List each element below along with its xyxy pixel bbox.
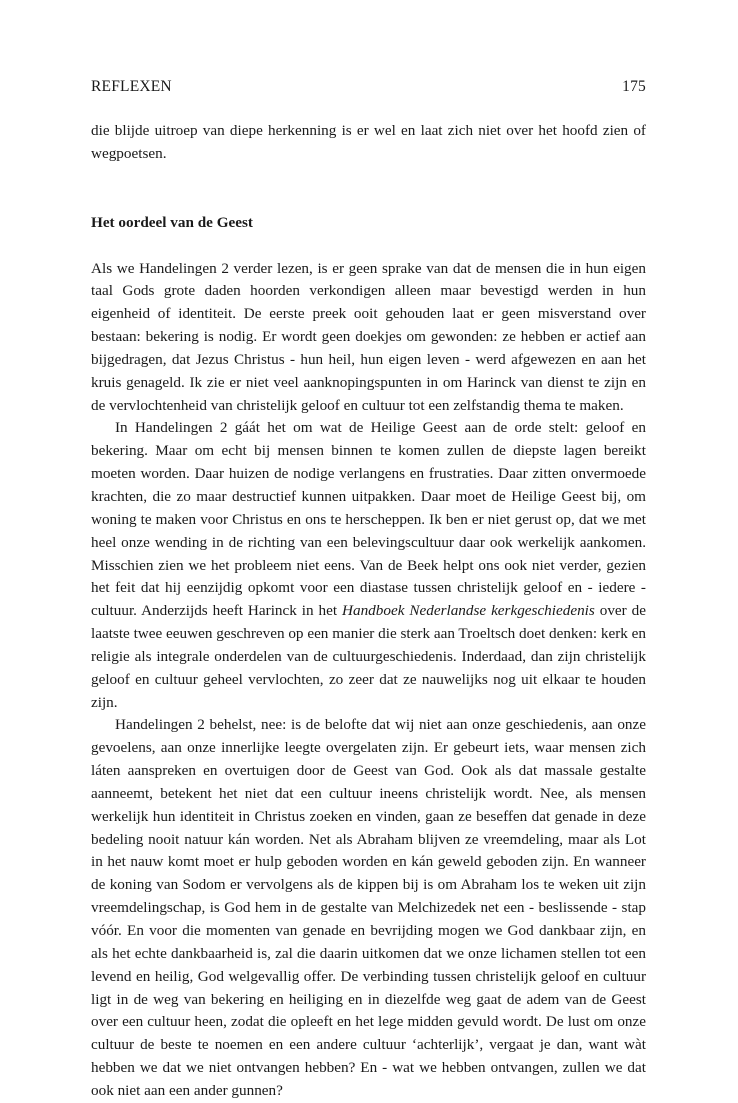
running-head-title: REFLEXEN	[91, 78, 172, 95]
paragraph-3: Handelingen 2 behelst, nee: is de belofte dat wij niet aan onze geschiedenis, aan onze gevoelens, aan onze innerlijke leegte overgelaten zijn. Er gebeurt iets, waar mensen zich láten aanspreken en overtuigen door de Geest van God. Ook als dat massale gestalte aanneemt, betekent het niet dat een cultuur ineens christelijk wordt. Nee, als mensen werkelijk hun identiteit in Christus zoeken en vinden, gaan ze beseffen dat genade in deze bedeling nooit natuur kán worden. Net als Abraham blijven ze vreemdeling, maar als Lot in het nauw komt moet er hulp geboden worden en kán geweld geboden zijn. En wanneer de koning van Sodom er vervolgens als de kippen bij is om Abraham los te weken uit zijn vreemdelingschap, is God hem in de gestalte van Melchizedek net een - beslissende - stap vóór. En voor die momenten van genade en bevrijding mogen we God dankbaar zijn, en als het echte dankbaarheid is, zal die daarin uitkomen dat we onze lichamen stellen tot een levend en heilig, God welgevallig offer. De verbinding tussen christelijk geloof en cultuur ligt in de weg van bekering en heiliging en in diezelfde weg gaat de adem van de Geest over een cultuur heen, zodat die opleeft en het lege midden gevuld wordt. De lust om onze cultuur de beste te noemen en een andere cultuur ‘achterlijk’, vergaat je dan, want wàt hebben we dat we niet ontvangen hebben? En - wat we hebben ontvangen, zullen we dat ook niet aan een ander gunnen?	[91, 716, 646, 1099]
book-title-italic: Handboek Nederlandse kerkgeschiedenis	[342, 602, 595, 620]
page-number: 175	[622, 78, 646, 95]
running-head	[91, 78, 646, 100]
paragraph-2-text-after: over de laatste twee eeuwen geschreven op een manier die sterk aan Troeltsch doet denken: kerk en religie als integrale onderdelen van de cultuurgeschiedenis. Inderdaad, dan zijn christelijk geloof en cultuur geheel vervlochten, zo zeer dat ze nauwelijks nog uit elkaar te houden zijn.	[91, 602, 646, 711]
section-heading: Het oordeel van de Geest	[91, 213, 253, 231]
opening-paragraph: die blijde uitroep van diepe herkenning is er wel en laat zich niet over het hoofd zien of wegpoetsen.	[91, 122, 646, 162]
paragraph-2	[91, 417, 646, 714]
body-text	[91, 120, 646, 1103]
paragraph-1: Als we Handelingen 2 verder lezen, is er geen sprake van dat de mensen die in hun eigen taal Gods grote daden hoorden verkondigen alleen maar bevestigd werden in hun eigenheid of identiteit. De eerste preek ooit gehouden laat er geen misverstand over bestaan: bekering is nodig. Er wordt geen doekjes om gewonden: ze hebben er actief aan bijgedragen, dat Jezus Christus - hun heil, hun eigen leven - werd afgewezen en aan het kruis genageld. Ik zie er niet veel aanknopingspunten in om Harinck van dienst te zijn en de vervlochtenheid van christelijk geloof en cultuur tot een zelfstandig thema te maken.	[91, 259, 646, 414]
paragraph-2-text-before: In Handelingen 2 gáát het om wat de Heilige Geest aan de orde stelt: geloof en bekering. Maar om echt bij mensen binnen te komen zullen de diepste lagen bereikt moeten worden. Daar huizen de nodige verlangens en frustraties. Daar zitten onvermoede krachten, die zo maar destructief kunnen uitpakken. Daar moet de Heilige Geest bij, om woning te maken voor Christus en ons te herscheppen. Ik ben er niet gerust op, dat we met heel onze wending in de richting van een belevingscultuur daar ook werkelijk aankomen. Misschien zien we het probleem niet eens. Van de Beek helpt ons ook niet verder, gezien het feit dat hij eenzijdig opkomt voor een diastase tussen christelijk geloof en - iedere - cultuur. Anderzijds heeft Harinck in het	[91, 419, 646, 620]
